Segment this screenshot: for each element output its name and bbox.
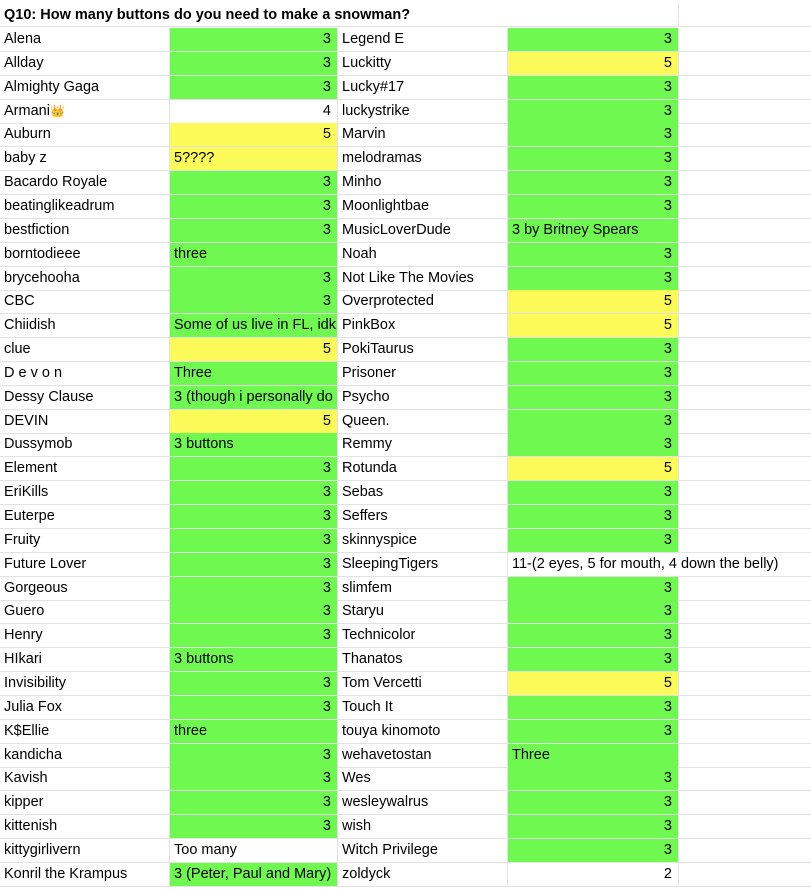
answer-cell[interactable]: 3 (170, 744, 338, 768)
answer-cell[interactable]: Three (508, 744, 679, 768)
respondent-name-cell[interactable]: Noah (338, 243, 508, 267)
answer-cell[interactable]: 3 (170, 28, 338, 52)
answer-cell[interactable]: 11-(2 eyes, 5 for mouth, 4 down the belly) (508, 553, 679, 577)
answer-cell[interactable]: 3 (508, 267, 679, 291)
respondent-name-cell[interactable]: Minho (338, 171, 508, 195)
answer-cell[interactable]: 3 (170, 195, 338, 219)
respondent-name-cell[interactable]: Dussymob (0, 433, 170, 457)
respondent-name-cell[interactable]: PokiTaurus (338, 338, 508, 362)
answer-cell[interactable]: three (170, 720, 338, 744)
empty-cell[interactable] (679, 267, 811, 291)
empty-cell[interactable] (679, 362, 811, 386)
answer-cell[interactable]: 3 (508, 362, 679, 386)
answer-cell[interactable]: 3 (508, 481, 679, 505)
answer-cell[interactable]: 3 (170, 553, 338, 577)
respondent-name-cell[interactable]: PinkBox (338, 314, 508, 338)
empty-cell[interactable] (679, 386, 811, 410)
answer-cell[interactable]: 3 (170, 267, 338, 291)
empty-cell[interactable] (679, 863, 811, 887)
empty-cell[interactable] (679, 839, 811, 863)
answer-cell[interactable]: 2 (508, 863, 679, 887)
empty-cell[interactable] (679, 529, 811, 553)
empty-cell[interactable] (679, 433, 811, 457)
answer-cell[interactable]: Too many (170, 839, 338, 863)
answer-cell[interactable]: Some of us live in FL, idk (170, 314, 338, 338)
respondent-name-cell[interactable]: brycehooha (0, 267, 170, 291)
respondent-name-cell[interactable]: CBC (0, 290, 170, 314)
respondent-name-cell[interactable]: Witch Privilege (338, 839, 508, 863)
empty-cell[interactable] (679, 28, 811, 52)
respondent-name-cell[interactable]: kittenish (0, 815, 170, 839)
answer-cell[interactable]: 5 (508, 52, 679, 76)
header-empty-cell[interactable] (679, 4, 811, 27)
answer-cell[interactable]: 3 (170, 481, 338, 505)
respondent-name-cell[interactable]: luckystrike (338, 100, 508, 124)
respondent-name-cell[interactable]: MusicLoverDude (338, 219, 508, 243)
answer-cell[interactable]: 4 (170, 100, 338, 124)
answer-cell[interactable]: 3 (170, 171, 338, 195)
respondent-name-cell[interactable]: Guero (0, 600, 170, 624)
respondent-name-cell[interactable]: Element (0, 457, 170, 481)
empty-cell[interactable] (679, 243, 811, 267)
answer-cell[interactable]: 5 (508, 457, 679, 481)
empty-cell[interactable] (679, 744, 811, 768)
answer-cell[interactable]: 3 (508, 720, 679, 744)
respondent-name-cell[interactable]: Tom Vercetti (338, 672, 508, 696)
answer-cell[interactable]: 3 (508, 171, 679, 195)
empty-cell[interactable] (679, 457, 811, 481)
answer-cell[interactable]: 3 (508, 767, 679, 791)
respondent-name-cell[interactable]: beatinglikeadrum (0, 195, 170, 219)
respondent-name-cell[interactable]: Allday (0, 52, 170, 76)
respondent-name-cell[interactable]: Touch It (338, 696, 508, 720)
empty-cell[interactable] (679, 219, 811, 243)
respondent-name-cell[interactable]: Rotunda (338, 457, 508, 481)
respondent-name-cell[interactable]: Gorgeous (0, 577, 170, 601)
respondent-name-cell[interactable]: Moonlightbae (338, 195, 508, 219)
respondent-name-cell[interactable]: wehavetostan (338, 744, 508, 768)
respondent-name-cell[interactable]: skinnyspice (338, 529, 508, 553)
respondent-name-cell[interactable]: Henry (0, 624, 170, 648)
respondent-name-cell[interactable]: SleepingTigers (338, 553, 508, 577)
empty-cell[interactable] (679, 52, 811, 76)
respondent-name-cell[interactable]: Invisibility (0, 672, 170, 696)
answer-cell[interactable]: 5 (508, 672, 679, 696)
answer-cell[interactable]: 3 (170, 219, 338, 243)
respondent-name-cell[interactable]: Remmy (338, 433, 508, 457)
answer-cell[interactable]: 5 (170, 123, 338, 147)
answer-cell[interactable]: Three (170, 362, 338, 386)
empty-cell[interactable] (679, 76, 811, 100)
respondent-name-cell[interactable]: Thanatos (338, 648, 508, 672)
answer-cell[interactable]: 3 (170, 672, 338, 696)
answer-cell[interactable]: 3 (170, 696, 338, 720)
respondent-name-cell[interactable]: Prisoner (338, 362, 508, 386)
answer-cell[interactable]: three (170, 243, 338, 267)
answer-cell[interactable]: 5???? (170, 147, 338, 171)
empty-cell[interactable] (679, 123, 811, 147)
answer-cell[interactable]: 3 (508, 28, 679, 52)
answer-cell[interactable]: 3 (508, 243, 679, 267)
respondent-name-cell[interactable]: EriKills (0, 481, 170, 505)
respondent-name-cell[interactable]: slimfem (338, 577, 508, 601)
respondent-name-cell[interactable]: Not Like The Movies (338, 267, 508, 291)
respondent-name-cell[interactable]: Staryu (338, 600, 508, 624)
respondent-name-cell[interactable]: Future Lover (0, 553, 170, 577)
empty-cell[interactable] (679, 100, 811, 124)
answer-cell[interactable]: 3 (508, 123, 679, 147)
respondent-name-cell[interactable]: Auburn (0, 123, 170, 147)
answer-cell[interactable]: 3 (508, 505, 679, 529)
respondent-name-cell[interactable]: wish (338, 815, 508, 839)
respondent-name-cell[interactable]: DEVIN (0, 410, 170, 434)
answer-cell[interactable]: 5 (508, 290, 679, 314)
answer-cell[interactable]: 3 (170, 457, 338, 481)
question-title-cell[interactable]: Q10: How many buttons do you need to make a snowman? (0, 4, 508, 27)
empty-cell[interactable] (679, 147, 811, 171)
respondent-name-cell[interactable]: Luckitty (338, 52, 508, 76)
answer-cell[interactable]: 3 (170, 76, 338, 100)
answer-cell[interactable]: 3 (508, 600, 679, 624)
empty-cell[interactable] (679, 600, 811, 624)
answer-cell[interactable]: 3 (170, 577, 338, 601)
empty-cell[interactable] (679, 338, 811, 362)
respondent-name-cell[interactable]: Konril the Krampus (0, 863, 170, 887)
answer-cell[interactable]: 3 (508, 76, 679, 100)
answer-cell[interactable]: 5 (508, 314, 679, 338)
empty-cell[interactable] (679, 720, 811, 744)
respondent-name-cell[interactable]: Armani👑 (0, 100, 170, 124)
respondent-name-cell[interactable]: Bacardo Royale (0, 171, 170, 195)
answer-cell[interactable]: 3 (508, 338, 679, 362)
answer-cell[interactable]: 3 (508, 648, 679, 672)
respondent-name-cell[interactable]: Marvin (338, 123, 508, 147)
empty-cell[interactable] (679, 481, 811, 505)
empty-cell[interactable] (679, 195, 811, 219)
respondent-name-cell[interactable]: touya kinomoto (338, 720, 508, 744)
empty-cell[interactable] (679, 767, 811, 791)
respondent-name-cell[interactable]: Euterpe (0, 505, 170, 529)
respondent-name-cell[interactable]: bestfiction (0, 219, 170, 243)
respondent-name-cell[interactable]: Julia Fox (0, 696, 170, 720)
answer-cell[interactable]: 3 (170, 529, 338, 553)
answer-cell[interactable]: 3 (508, 433, 679, 457)
answer-cell[interactable]: 3 (170, 791, 338, 815)
respondent-name-cell[interactable]: Technicolor (338, 624, 508, 648)
answer-cell[interactable]: 3 (Peter, Paul and Mary) (170, 863, 338, 887)
answer-cell[interactable]: 3 buttons (170, 648, 338, 672)
answer-cell[interactable]: 3 (508, 624, 679, 648)
respondent-name-cell[interactable]: kipper (0, 791, 170, 815)
respondent-name-cell[interactable]: baby z (0, 147, 170, 171)
empty-cell[interactable] (679, 577, 811, 601)
answer-cell[interactable]: 3 (170, 290, 338, 314)
answer-cell[interactable]: 3 (170, 624, 338, 648)
respondent-name-cell[interactable]: Lucky#17 (338, 76, 508, 100)
empty-cell[interactable] (679, 624, 811, 648)
respondent-name-cell[interactable]: Chiidish (0, 314, 170, 338)
answer-cell[interactable]: 3 (170, 52, 338, 76)
empty-cell[interactable] (679, 314, 811, 338)
answer-cell[interactable]: 3 (508, 839, 679, 863)
answer-cell[interactable]: 3 buttons (170, 433, 338, 457)
answer-cell[interactable]: 3 (170, 600, 338, 624)
respondent-name-cell[interactable]: Dessy Clause (0, 386, 170, 410)
respondent-name-cell[interactable]: Queen. (338, 410, 508, 434)
answer-cell[interactable]: 3 (508, 529, 679, 553)
header-empty-cell[interactable] (508, 4, 679, 27)
respondent-name-cell[interactable]: clue (0, 338, 170, 362)
respondent-name-cell[interactable]: Seffers (338, 505, 508, 529)
respondent-name-cell[interactable]: zoldyck (338, 863, 508, 887)
empty-cell[interactable] (679, 171, 811, 195)
answer-cell[interactable]: 3 (170, 505, 338, 529)
respondent-name-cell[interactable]: Sebas (338, 481, 508, 505)
respondent-name-cell[interactable]: kittygirlivern (0, 839, 170, 863)
respondent-name-cell[interactable]: Overprotected (338, 290, 508, 314)
answer-cell[interactable]: 3 (508, 147, 679, 171)
empty-cell[interactable] (679, 696, 811, 720)
answer-cell[interactable]: 3 (508, 791, 679, 815)
answer-cell[interactable]: 3 (508, 386, 679, 410)
crown-icon: 👑 (49, 104, 65, 118)
respondent-name-cell[interactable]: Fruity (0, 529, 170, 553)
answer-cell[interactable]: 3 (170, 815, 338, 839)
respondent-name-cell[interactable]: borntodieee (0, 243, 170, 267)
empty-cell[interactable] (679, 672, 811, 696)
respondent-name-cell[interactable]: K$Ellie (0, 720, 170, 744)
respondent-name-cell[interactable]: melodramas (338, 147, 508, 171)
answer-cell[interactable]: 3 (508, 815, 679, 839)
answer-cell[interactable]: 3 (508, 100, 679, 124)
respondent-name-cell[interactable]: Almighty Gaga (0, 76, 170, 100)
respondent-name-cell[interactable]: wesleywalrus (338, 791, 508, 815)
empty-cell[interactable] (679, 410, 811, 434)
empty-cell[interactable] (679, 791, 811, 815)
empty-cell[interactable] (679, 290, 811, 314)
empty-cell[interactable] (679, 648, 811, 672)
answer-cell[interactable]: 3 (508, 195, 679, 219)
respondent-name-cell[interactable]: Legend E (338, 28, 508, 52)
answer-cell[interactable]: 3 by Britney Spears (508, 219, 679, 243)
respondent-name-cell[interactable]: Wes (338, 767, 508, 791)
respondent-name-cell[interactable]: HIkari (0, 648, 170, 672)
answer-cell[interactable]: 5 (170, 338, 338, 362)
respondent-name-cell[interactable]: Kavish (0, 767, 170, 791)
respondent-name-cell[interactable]: kandicha (0, 744, 170, 768)
empty-cell[interactable] (679, 505, 811, 529)
answer-cell[interactable]: 3 (508, 577, 679, 601)
answer-cell[interactable]: 3 (though i personally do (170, 386, 338, 410)
answer-cell[interactable]: 3 (170, 767, 338, 791)
answer-cell[interactable]: 3 (508, 696, 679, 720)
empty-cell[interactable] (679, 815, 811, 839)
respondent-name-cell[interactable]: D e v o n (0, 362, 170, 386)
answer-cell[interactable]: 5 (170, 410, 338, 434)
answer-cell[interactable]: 3 (508, 410, 679, 434)
respondent-name-cell[interactable]: Psycho (338, 386, 508, 410)
respondent-name-cell[interactable]: Alena (0, 28, 170, 52)
